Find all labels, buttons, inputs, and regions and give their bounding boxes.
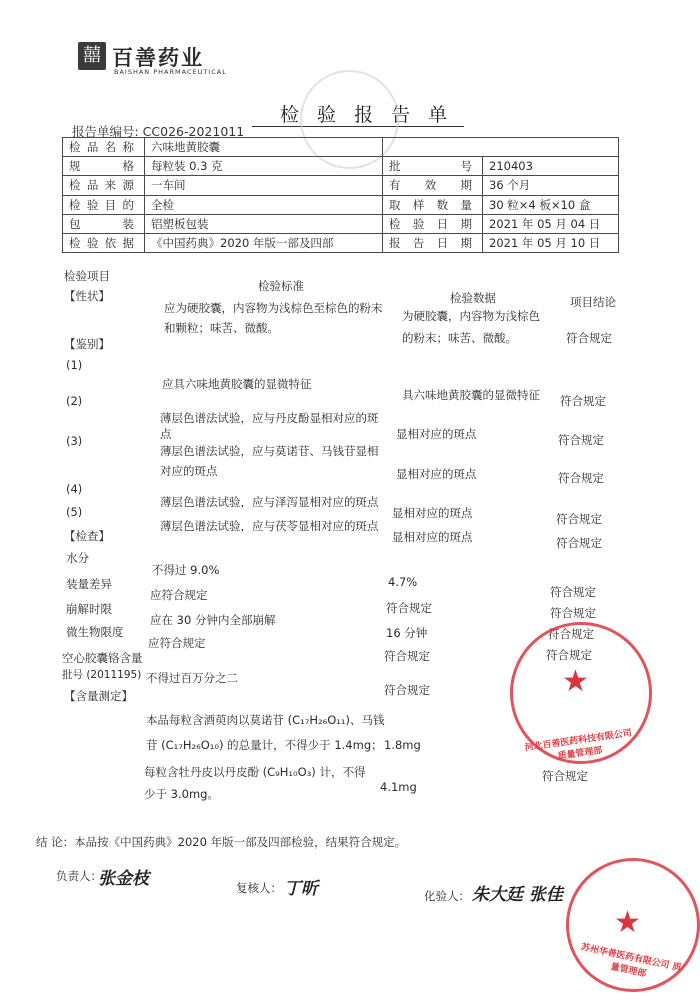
capsule-data: 符合规定 — [384, 683, 430, 697]
ident-2-no: (2) — [66, 394, 83, 408]
batch-label: 批号 — [383, 157, 483, 176]
table-row — [63, 214, 619, 233]
spec-label: 规格 — [63, 157, 145, 176]
batch-value: 210403 — [483, 157, 619, 176]
capsule-item: 空心胶囊铬含量 — [62, 651, 143, 665]
ident-2-standard-line2: 点 — [160, 427, 172, 441]
char-result: 符合规定 — [566, 331, 612, 345]
weight-standard: 应符合规定 — [150, 588, 208, 602]
ident-3-result: 符合规定 — [558, 471, 604, 485]
ident-5-standard: 薄层色谱法试验，应与茯苓显相对应的斑点 — [160, 519, 379, 533]
col-standard-header: 检验标准 — [258, 279, 304, 293]
sample-qty-value: 30 粒×4 板×10 盒 — [483, 195, 619, 214]
weight-result: 符合规定 — [550, 606, 596, 620]
empty-cell — [483, 138, 619, 157]
ident-3-no: (3) — [66, 434, 83, 448]
table-row — [63, 157, 619, 176]
test-date-value: 2021 年 05 月 04 日 — [483, 214, 619, 233]
disint-standard: 应在 30 分钟内全部崩解 — [150, 613, 276, 627]
validity-value: 36 个月 — [483, 176, 619, 195]
micro-result: 符合规定 — [546, 648, 592, 662]
package-value: 铝塑板包装 — [145, 214, 383, 233]
ident-4-no: (4) — [66, 482, 83, 496]
package-label: 包装 — [63, 214, 145, 233]
table-row — [63, 176, 619, 195]
source-label: 检品来源 — [63, 176, 145, 195]
ident-2-result: 符合规定 — [558, 433, 604, 447]
table-row — [63, 233, 619, 252]
assay-2-standard-line2: 少于 3.0mg。 — [144, 787, 219, 801]
info-table — [62, 137, 619, 253]
micro-item: 微生物限度 — [66, 625, 124, 639]
validity-label: 有效期 — [383, 176, 483, 195]
weight-item: 装量差异 — [66, 577, 112, 591]
capsule-batch: 批号 (2011195) — [62, 669, 142, 681]
disint-item: 崩解时限 — [66, 602, 112, 616]
micro-standard: 应符合规定 — [148, 636, 206, 650]
conclusion-text: 结 论：本品按《中国药典》2020 年版一部及四部检验，结果符合规定。 — [36, 835, 407, 849]
ident-3-data: 显相对应的斑点 — [396, 467, 477, 481]
brand-name: 百善药业 — [112, 46, 204, 70]
disint-data: 16 分钟 — [386, 626, 428, 640]
char-data-line2: 的粉末；味苦、微酸。 — [402, 331, 517, 345]
spec-value: 每粒装 0.3 克 — [145, 157, 383, 176]
char-standard-line2: 和颗粒；味苦、微酸。 — [164, 321, 279, 335]
purpose-label: 检验目的 — [63, 195, 145, 214]
ident-5-data: 显相对应的斑点 — [392, 530, 473, 544]
sample-qty-label: 取样数量 — [383, 195, 483, 214]
ident-2-standard-line1: 薄层色谱法试验，应与丹皮酚显相对应的斑 — [160, 411, 379, 425]
table-row — [63, 138, 619, 157]
weight-data: 符合规定 — [386, 601, 432, 615]
assay-1-standard-line1: 本品每粒含酒萸肉以莫诺苷 (C₁₇H₂₆O₁₁)、马钱 — [146, 713, 385, 727]
brand-name-en: BAISHAN PHARMACEUTICAL — [114, 68, 227, 76]
reviewer-signature: 丁昕 — [284, 879, 318, 899]
qa-stamp-star-icon: ★ — [562, 664, 589, 699]
char-standard-line1: 应为硬胶囊，内容物为浅棕色至棕色的粉末 — [164, 301, 383, 315]
assay-result: 符合规定 — [542, 769, 588, 783]
empty-cell — [383, 138, 483, 157]
water-item: 水分 — [66, 551, 89, 565]
company-stamp-star-icon: ★ — [614, 905, 641, 940]
ident-1-result: 符合规定 — [560, 394, 606, 408]
assay-2-data: 4.1mg — [380, 780, 417, 794]
qa-stamp-text: 河北百善医药科技有限公司 质量管理部 — [524, 728, 633, 763]
section-identification: 【鉴别】 — [64, 337, 110, 351]
ident-4-data: 显相对应的斑点 — [392, 506, 473, 520]
assay-1-standard-line2: 苷 (C₁₇H₂₆O₁₀) 的总量计，不得少于 1.4mg； — [146, 738, 383, 752]
col-conclusion-header: 项目结论 — [570, 295, 616, 309]
product-name-label: 检品名称 — [63, 138, 145, 157]
ident-3-standard-line1: 薄层色谱法试验，应与莫诺苷、马钱苷显相 — [160, 444, 379, 458]
ident-1-no: (1) — [66, 358, 83, 372]
ident-4-standard: 薄层色谱法试验，应与泽泻显相对应的斑点 — [160, 495, 379, 509]
section-inspection: 【检查】 — [64, 529, 110, 543]
ident-3-standard-line2: 对应的斑点 — [160, 464, 218, 478]
col-data-header: 检验数据 — [450, 291, 496, 305]
report-date-value: 2021 年 05 月 10 日 — [483, 233, 619, 252]
assay-2-standard-line1: 每粒含牡丹皮以丹皮酚 (C₉H₁₀O₃) 计，不得 — [144, 765, 366, 779]
basis-label: 检验依据 — [63, 233, 145, 252]
tester-signature: 朱大廷 张佳 — [472, 885, 563, 905]
tester-label: 化验人： — [424, 889, 470, 903]
reviewer-label: 复核人： — [236, 881, 282, 895]
disint-result: 符合规定 — [548, 627, 594, 641]
report-number: 报告单编号: CC026-2021011 — [72, 124, 245, 139]
basis-value: 《中国药典》2020 年版一部及四部 — [145, 233, 383, 252]
section-character: 【性状】 — [64, 289, 110, 303]
ident-1-standard: 应具六味地黄胶囊的显微特征 — [162, 377, 312, 391]
water-result: 符合规定 — [550, 585, 596, 599]
source-value: 一车间 — [145, 176, 383, 195]
char-data-line1: 为硬胶囊，内容物为浅棕色 — [402, 309, 540, 323]
water-data: 4.7% — [388, 575, 418, 589]
ident-2-data: 显相对应的斑点 — [396, 427, 477, 441]
purpose-value: 全检 — [145, 195, 383, 214]
test-date-label: 检验日期 — [383, 214, 483, 233]
ident-4-result: 符合规定 — [556, 512, 602, 526]
responsible-signature: 张金枝 — [98, 869, 149, 889]
micro-data: 符合规定 — [384, 649, 430, 663]
capsule-standard: 不得过百万分之二 — [146, 671, 238, 685]
document-title: 检 验 报 告 单 — [280, 104, 454, 126]
ident-5-no: (5) — [66, 505, 83, 519]
ident-5-result: 符合规定 — [556, 536, 602, 550]
company-logo-icon: 囍 — [78, 42, 106, 70]
ident-1-data: 具六味地黄胶囊的显微特征 — [402, 388, 540, 402]
product-name: 六味地黄胶囊 — [145, 138, 383, 157]
col-item-header: 检验项目 — [64, 269, 110, 283]
assay-1-data: 1.8mg — [384, 738, 421, 752]
company-stamp-text: 苏州华善医药有限公司 质量管理部 — [580, 942, 683, 980]
water-standard: 不得过 9.0% — [152, 563, 220, 577]
responsible-label: 负责人： — [56, 869, 102, 883]
section-assay: 【含量测定】 — [64, 689, 133, 703]
report-date-label: 报告日期 — [383, 233, 483, 252]
table-row — [63, 195, 619, 214]
